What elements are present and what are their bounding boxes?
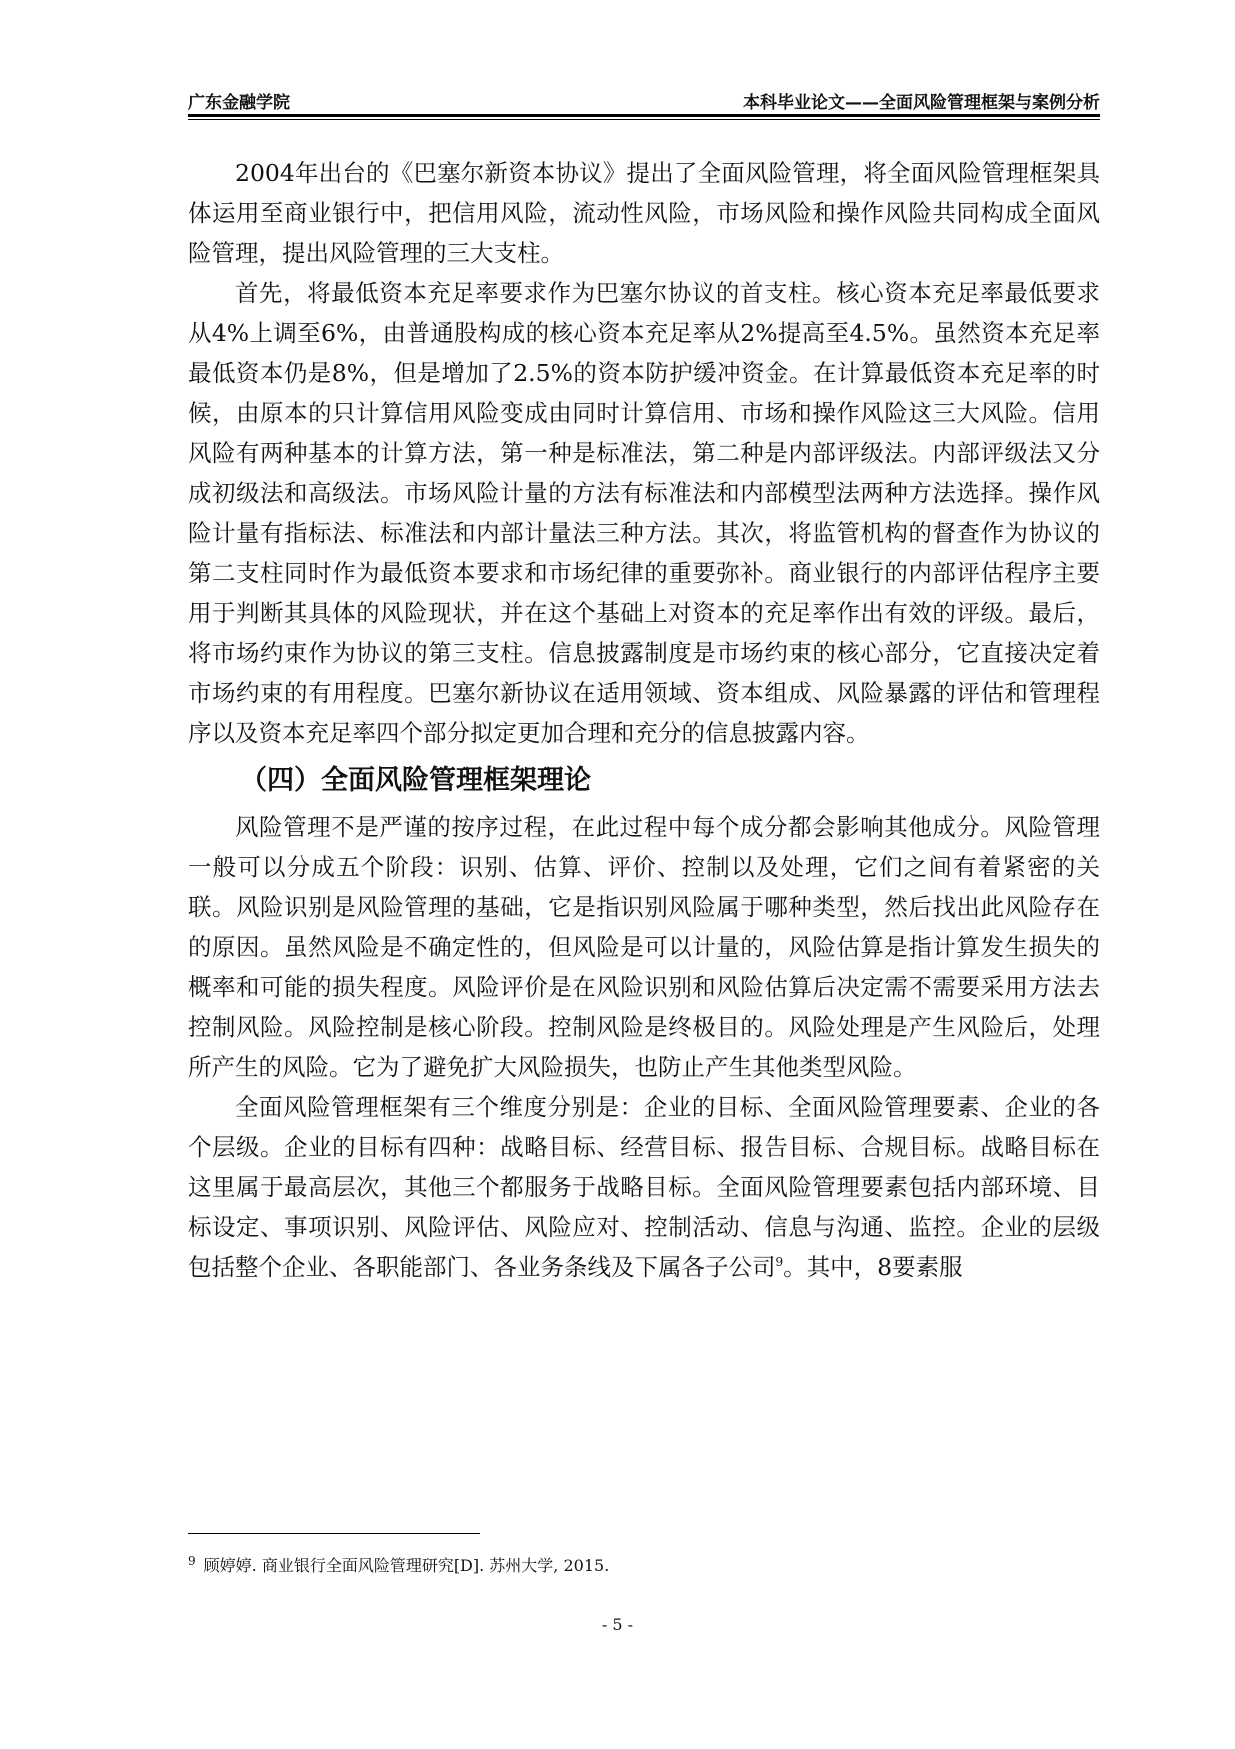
footnote-text: 顾婷婷. 商业银行全面风险管理研究[D]. 苏州大学, 2015. — [203, 1556, 610, 1575]
paragraph-risk-stages: 风险管理不是严谨的按序过程，在此过程中每个成分都会影响其他成分。风险管理一般可以分成五个阶段：识别、估算、评价、控制以及处理，它们之间有着紧密的关联。风险识别是风险管理的基础，它是指识别风险属于哪种类型，然后找出此风险存在的原因。虽然风险是不确定性的，但风险是可以计量的，风险估算是指计算发生损失的概率和可能的损失程度。风险评价是在风险识别和风险估算后决定需不需要采用方法去控制风险。风险控制是核心阶段。控制风险是终极目的。风险处理是产生风险后，处理所产生的风险。它为了避免扩大风险损失，也防止产生其他类型风险。 — [188, 813, 1100, 1081]
footnote-rule — [188, 1533, 480, 1534]
page-number: - 5 - — [601, 1615, 634, 1634]
header-institution: 广东金融学院 — [188, 93, 290, 113]
section-heading: （四）全面风险管理框架理论 — [240, 765, 591, 796]
paragraph-framework-dimensions — [188, 1087, 1100, 1287]
header-rule-thin — [188, 119, 1100, 120]
paragraph-basel-intro: 2004年出台的《巴塞尔新资本协议》提出了全面风险管理，将全面风险管理框架具体运用至商业银行中，把信用风险，流动性风险，市场风险和操作风险共同构成全面风险管理，提出风险管理的三大支柱。 — [188, 159, 1100, 267]
header-rule-thick — [188, 114, 1100, 117]
paragraph-framework-text: 全面风险管理框架有三个维度分别是：企业的目标、全面风险管理要素、企业的各个层级。企业的目标有四种：战略目标、经营目标、报告目标、合规目标。战略目标在这里属于最高层次，其他三个都服务于战略目标。全面风险管理要素包括内部环境、目标设定、事项识别、风险评估、风险应对、控制活动、信息与沟通、监控。企业的层级包括整个企业、各职能部门、各业务条线及下属各子公司 — [188, 1093, 1100, 1281]
footnote-reference: 9 — [775, 1255, 784, 1270]
header-title: 本科毕业论文——全面风险管理框架与案例分析 — [743, 93, 1100, 113]
running-header — [188, 86, 1100, 114]
footnote — [188, 1555, 1100, 1577]
body-text — [188, 153, 1100, 1287]
footnote-mark: 9 — [188, 1553, 196, 1568]
paragraph-framework-tail: 。其中，8要素服 — [783, 1253, 963, 1281]
paragraph-three-pillars: 首先，将最低资本充足率要求作为巴塞尔协议的首支柱。核心资本充足率最低要求从4%上调至6%，由普通股构成的核心资本充足率从2%提高至4.5%。虽然资本充足率最低资本仍是8%，但是增加了2.5%的资本防护缓冲资金。在计算最低资本充足率的时候，由原本的只计算信用风险变成由同时计算信用、市场和操作风险这三大风险。信用风险有两种基本的计算方法，第一种是标准法，第二种是内部评级法。内部评级法又分成初级法和高级法。市场风险计量的方法有标准法和内部模型法两种方法选择。操作风险计量有指标法、标准法和内部计量法三种方法。其次，将监管机构的督查作为协议的第二支柱同时作为最低资本要求和市场纪律的重要弥补。商业银行的内部评估程序主要用于判断其具体的风险现状，并在这个基础上对资本的充足率作出有效的评级。最后，将市场约束作为协议的第三支柱。信息披露制度是市场约束的核心部分，它直接决定着市场约束的有用程度。巴塞尔新协议在适用领域、资本组成、风险暴露的评估和管理程序以及资本充足率四个部分拟定更加合理和充分的信息披露内容。 — [188, 279, 1100, 747]
